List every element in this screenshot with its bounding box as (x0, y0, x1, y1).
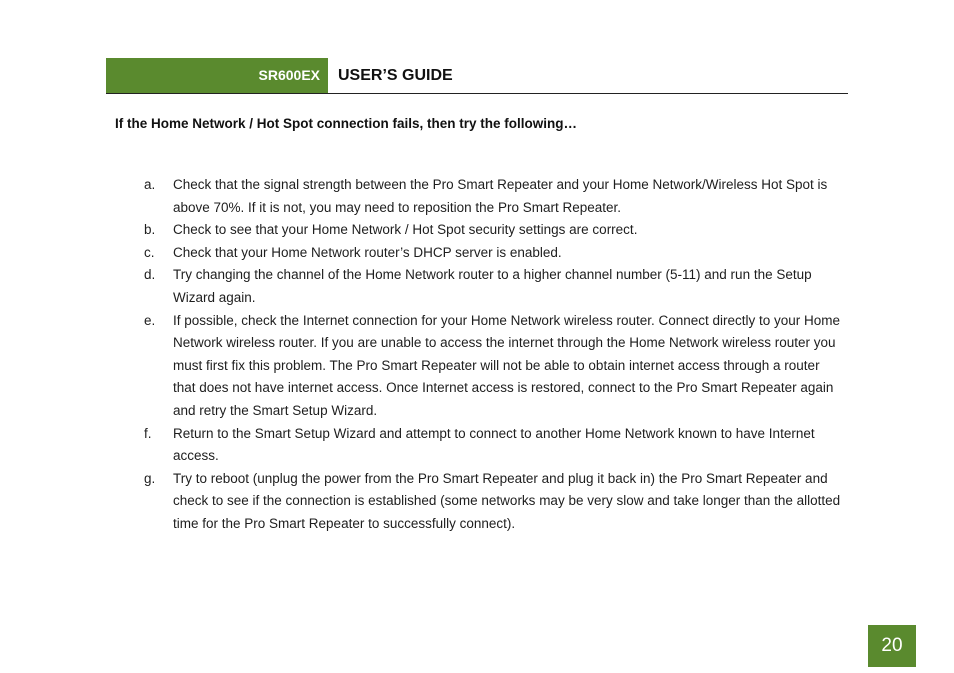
list-item-letter: f. (144, 425, 152, 441)
list-item-text: Check that the signal strength between the Pro Smart Repeater and your Home Network/Wireless Hot Spot is above 70%. If it is not, you may need to reposition the Pro Smart Repeater. (173, 177, 828, 215)
list-item-text: Try to reboot (unplug the power from the Pro Smart Repeater and plug it back in) the Pro Smart Repeater and check to see if the connection is established (some networks may be very slow and take longer than the allotted time for the Pro Smart Repeater to successfully connect). (173, 470, 841, 531)
list-item-text: Check to see that your Home Network / Hot Spot security settings are correct. (173, 222, 638, 238)
list-item-letter: b. (144, 222, 156, 238)
guide-title: USER’S GUIDE (338, 67, 453, 84)
troubleshooting-list (144, 174, 844, 536)
list-item (144, 310, 844, 423)
list-item (144, 219, 844, 242)
page-header (106, 58, 848, 94)
list-item-text: Try changing the channel of the Home Network router to a higher channel number (5-11) and run the Setup Wizard again. (173, 267, 812, 305)
list-item-text: Return to the Smart Setup Wizard and attempt to connect to another Home Network known to have Internet access. (173, 425, 815, 464)
list-item-letter: g. (144, 470, 156, 486)
page-number: 20 (868, 625, 916, 667)
list-item (144, 468, 844, 536)
list-item (144, 242, 844, 265)
section-intro: If the Home Network / Hot Spot connection fails, then try the following… (115, 116, 578, 131)
model-label: SR600EX (106, 58, 328, 93)
list-item (144, 264, 844, 309)
list-item-letter: d. (144, 267, 156, 283)
list-item-text: Check that your Home Network router’s DHCP server is enabled. (173, 244, 562, 260)
list-item (144, 423, 844, 468)
list-item-letter: e. (144, 312, 156, 328)
list-item (144, 174, 844, 219)
list-item-letter: c. (144, 244, 155, 260)
list-item-letter: a. (144, 177, 156, 192)
list-item-text: If possible, check the Internet connection for your Home Network wireless router. Connect directly to your Home Network wireless router. If you are unable to access the internet through the Home Network wireless router you must first fix this problem. The Pro Smart Repeater will not be able to obtain internet access through a router that does not have internet access. Once Internet access is restored, connect to the Pro Smart Repeater again and retry the Smart Setup Wizard. (173, 312, 841, 418)
